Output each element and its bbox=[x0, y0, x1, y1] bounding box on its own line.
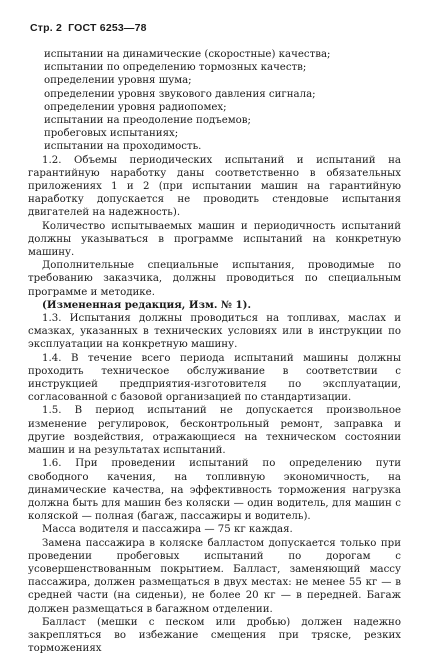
list-item: испытании на динамические (скоростные) качества; bbox=[44, 49, 331, 60]
paragraph-1-2: 1.2. Объемы периодических испытаний и испытаний на гарантийную наработку даны соответственно в обязательных приложениях 1 и 2 (при испытании машин на гарантийную наработку допускается не проводить стендовые испытания двигателей на надежность). bbox=[28, 154, 401, 219]
standard-code: ГОСТ 6253—78 bbox=[68, 22, 147, 34]
list-item: определении уровня звукового давления сигнала; bbox=[44, 88, 316, 100]
document-body bbox=[28, 48, 401, 655]
paragraph-ballast-replacement: Замена пассажира в коляске балластом допускается только при проведении пробеговых испытаний по дорогам с усовершенствованным покрытием. Балласт, заменяющий массу пассажира, должен размещаться в двух местах: не менее 55 кг — в средней части (на сиденьи), не более 20 кг — в передней. Багаж должен размещаться в багажном отделении. bbox=[28, 537, 401, 615]
paragraph-1-4: 1.4. В течение всего периода испытаний машины должны проходить техническое обслуживание в соответствии с инструкцией предприятия-изготовителя по эксплуатации, согласованной с базовой организацией по стандартизации. bbox=[28, 352, 401, 404]
paragraph-1-3: 1.3. Испытания должны проводиться на топливах, маслах и смазках, указанных в технических условиях или в инструкции по эксплуатации на конкретную машину. bbox=[28, 313, 401, 351]
page-number: Стр. 2 bbox=[30, 22, 63, 34]
amendment-note: (Измененная редакция, Изм. № 1). bbox=[42, 298, 252, 311]
paragraph-mass: Масса водителя и пассажира — 75 кг каждая. bbox=[42, 524, 293, 536]
paragraph-ballast-fixing: Балласт (мешки с песком или дробью) должен надежно закрепляться во избежание смещения при тряске, резких торможениях bbox=[28, 616, 401, 655]
list-item: испытании на преодоление подъемов; bbox=[44, 115, 251, 127]
list-item: испытании на проходимость. bbox=[44, 141, 202, 153]
list-item: определении уровня шума; bbox=[44, 75, 192, 87]
list-item: определении уровня радиопомех; bbox=[44, 101, 227, 113]
list-item: испытании по определению тормозных качеств; bbox=[44, 62, 307, 74]
paragraph-quantity: Количество испытываемых машин и периодичность испытаний должны указываться в программе испытаний на конкретную машину. bbox=[28, 220, 401, 259]
paragraph-1-5: 1.5. В период испытаний не допускается произвольное изменение регулировок, бесконтрольный ремонт, заправка и другие воздействия, отражающиеся на техническом состоянии машин и на результатах испытаний. bbox=[28, 405, 401, 457]
paragraph-1-6: 1.6. При проведении испытаний по определению пути свободного качения, на топливную экономичность, на динамические качества, на эффективность торможения нагрузка должна быть для машин без коляски — один водитель, для машин с коляской — полная (багаж, пассажиры и водитель). bbox=[28, 458, 401, 523]
list-item: пробеговых испытаниях; bbox=[44, 128, 179, 140]
paragraph-additional-tests: Дополнительные специальные испытания, проводимые по требованию заказчика, должны проводиться по специальным программе и методике. bbox=[28, 260, 401, 298]
page-header bbox=[30, 22, 401, 34]
